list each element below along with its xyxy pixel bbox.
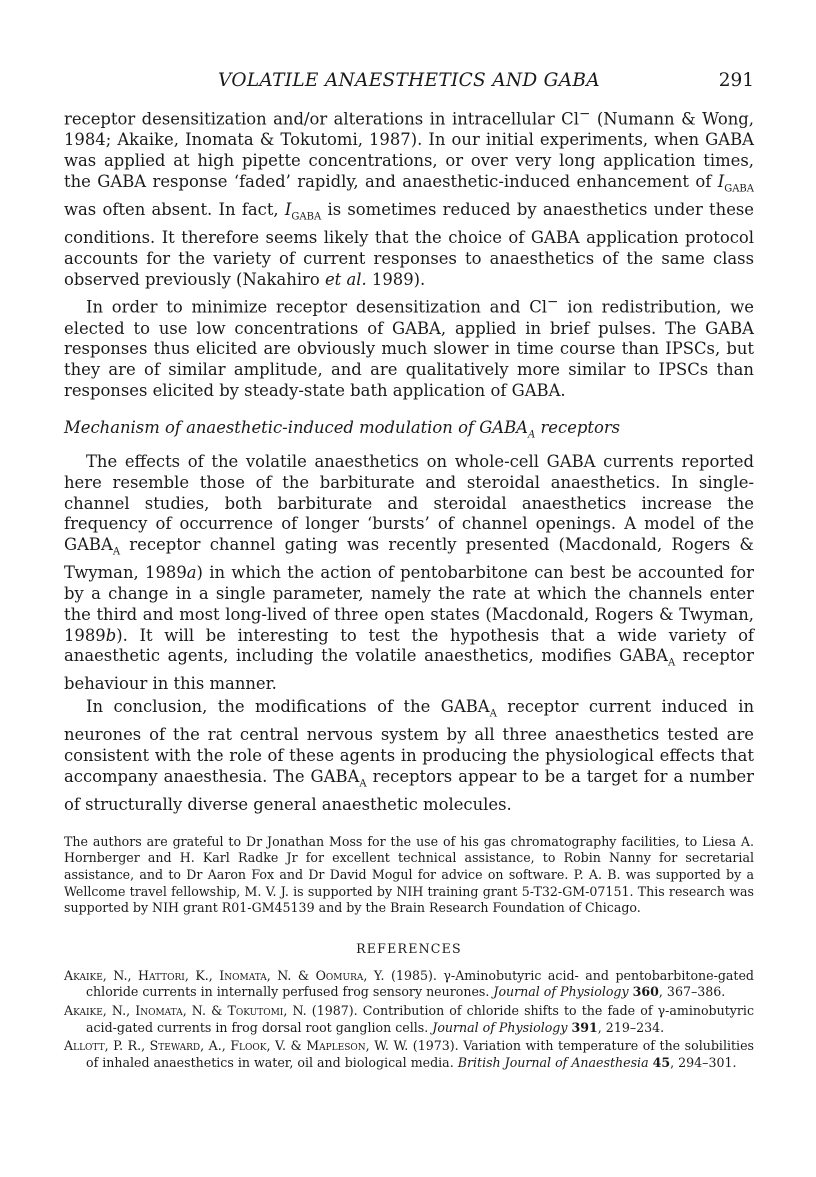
paragraph-mechanism: The effects of the volatile anaesthetics on whole-cell GABA currents reported here resemble those of the barbiturate and steroidal anaesthetics. In single-channel studies, both barbiturate and steroidal anaesthetics increase the frequency of occurrence of longer ‘bursts’ of channel openings. A model of the $GABA_A$ receptor channel gating was recently presented (Macdonald, Rogers & Twyman, 1989a) in which the action of pentobarbitone can best be accounted for by a change in a single parameter, namely the rate at which the channels enter the third and most long-lived of three open states (Macdonald, Rogers & Twyman, 1989b). It will be interesting to test the hypothesis that a wide variety of anaesthetic agents, including the volatile anaesthetics, modifies $GABA_A$ receptor behaviour in this manner.	[64, 451, 754, 694]
acknowledgements: The authors are grateful to Dr Jonathan Moss for the use of his gas chromatography facilities, to Liesa A. Hornberger and H. Karl Radke Jr for excellent technical assistance, to Robin Nanny for secretarial assistance, and to Dr Aaron Fox and Dr David Mogul for advice on software. P. A. B. was supported by a Wellcome travel fellowship, M. V. J. is supported by NIH training grant 5-T32-GM-07151. This research was supported by NIH grant R01-GM45139 and by the Brain Research Foundation of Chicago.	[64, 833, 754, 916]
paragraph-conclusion: In conclusion, the modifications of the $GABA_A$ receptor current induced in neurones of the rat central nervous system by all three anaesthetics tested are consistent with the role of these agents in producing the physiological effects that accompany anaesthesia. The $GABA_A$ receptors appear to be a target for a number of structurally diverse general anaesthetic molecules.	[64, 697, 754, 815]
paragraph-desensitization: receptor desensitization and/or alterations in intracellular Cl− (Numann & Wong, 1984; Akaike, Inomata & Tokutomi, 1987). In our initial experiments, when GABA was applied at high pipette concentrations, or over very long application times, the GABA response ‘faded’ rapidly, and anaesthetic-induced enhancement of $I_{GABA}$ was often absent. In fact, $I_{GABA}$ is sometimes reduced by anaesthetics under these conditions. It therefore seems likely that the choice of GABA application protocol accounts for the variety of current responses to anaesthetics of the same class observed previously (Nakahiro et al. 1989).	[64, 106, 755, 289]
paragraph-low-concentrations: In order to minimize receptor desensitization and Cl− ion redistribution, we elected to use low concentrations of GABA, applied in brief pulses. The GABA responses thus elicited are obviously much slower in time course than IPSCs, but they are of similar amplitude, and are qualitatively more similar to IPSCs than responses elicited by steady-state bath application of GABA.	[64, 294, 754, 401]
running-head	[64, 68, 754, 98]
reference-list	[64, 968, 754, 1072]
reference-item: Akaike, N., Hattori, K., Inomata, N. & Oomura, Y. (1985). γ-Aminobutyric acid- and pentobarbitone-gated chloride currents in internally perfused frog sensory neurones. Journal of Physiology 360, 367–386.	[64, 967, 754, 1000]
references-heading: REFERENCES	[356, 940, 462, 956]
reference-item: Akaike, N., Inomata, N. & Tokutomi, N. (1987). Contribution of chloride shifts to the fade of γ-aminobutyric acid-gated currents in frog dorsal root ganglion cells. Journal of Physiology 391, 219–234.	[64, 1002, 754, 1035]
page-number: 291	[718, 70, 754, 91]
reference-item: Allott, P. R., Steward, A., Flook, V. & Mapleson, W. W. (1973). Variation with temperature of the solubilities of inhaled anaesthetics in water, oil and biological media. British Journal of Anaesthesia 45, 294–301.	[64, 1038, 755, 1070]
body-text	[64, 104, 754, 816]
journal-page	[64, 68, 754, 1073]
section-heading-mechanism: Mechanism of anaesthetic-induced modulation of $GABA_A$ receptors	[64, 417, 621, 441]
running-head-title: VOLATILE ANAESTHETICS AND GABA	[218, 70, 600, 91]
